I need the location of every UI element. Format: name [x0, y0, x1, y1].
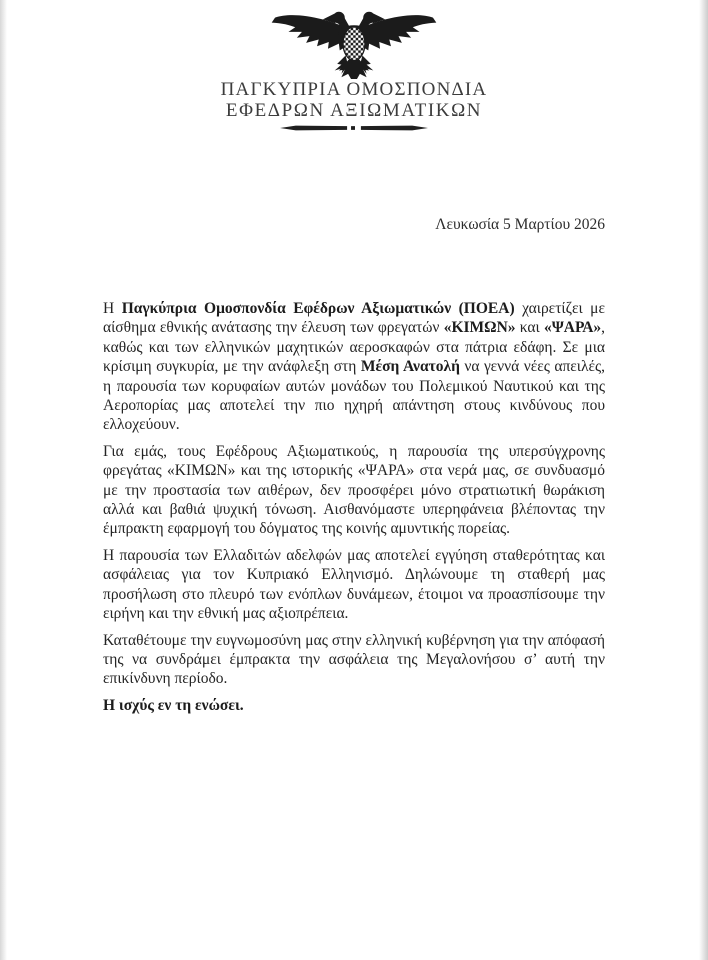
body-paragraph: Για εμάς, τους Εφέδρους Αξιωματικούς, η παρουσία της υπερσύγχρονης φρεγάτας «ΚΙΜΩΝ» και της ιστορικής «ΨΑΡΑ» στα νερά μας, σε συνδυασμό με την προστασία των αιθέρων, δεν προσφέρει μόνο στρατιωτική θωράκιση αλλά και βαθιά ψυχική τόνωση. Αισθανόμαστε υπερηφάνεια βλέποντας την έμπρακτη εφαρμογή του δόγματος της κοινής αμυντικής πορείας. [103, 442, 605, 538]
org-name-line1: ΠΑΓΚΥΠΡΙΑ ΟΜΟΣΠΟΝΔΙΑ [220, 79, 488, 100]
tapered-rule-with-center-dot-icon [0, 123, 708, 133]
body-paragraph: Η παρουσία των Ελλαδιτών αδελφών μας αποτελεί εγγύηση σταθερότητας και ασφάλειας για τον Κυπριακό Ελληνισμό. Δηλώνουμε τη σταθερή μας προσήλωση στο πλευρό των ενόπλων δυνάμεων, έτοιμοι να προασπίσουμε την ειρήνη και την εθνική μας αξιοπρέπεια. [103, 546, 605, 623]
body-paragraph: Καταθέτουμε την ευγνωμοσύνη μας στην ελληνική κυβέρνηση για την απόφασή της να συνδράμει έμπρακτα την ασφάλεια της Μεγαλονήσου σ’ αυτή την επικίνδυνη περίοδο. [103, 631, 605, 688]
letter-body [103, 299, 605, 715]
double-headed-eagle-icon [0, 5, 708, 79]
dateline: Λευκωσία 5 Μαρτίου 2026 [435, 216, 605, 233]
letterhead [0, 0, 708, 133]
body-paragraph: Η ισχύς εν τη ενώσει. [103, 696, 244, 714]
org-name-line2: ΕΦΕΔΡΩΝ ΑΞΙΩΜΑΤΙΚΩΝ [225, 100, 483, 121]
letter-content [0, 216, 708, 715]
body-paragraph: Η Παγκύπρια Ομοσπονδία Εφέδρων Αξιωματικών (ΠΟΕΑ) χαιρετίζει με αίσθημα εθνικής ανάτασης την έλευση των φρεγατών «ΚΙΜΩΝ» και «ΨΑΡΑ», καθώς και των ελληνικών μαχητικών αεροσκαφών στα πάτρια εδάφη. Σε μια κρίσιμη συγκυρία, με την ανάφλεξη στη Μέση Ανατολή να γεννά νέες απειλές, η παρουσία των κορυφαίων αυτών μονάδων του Πολεμικού Ναυτικού και της Αεροπορίας μας αποτελεί την πιο ηχηρή απάντηση στους κινδύνους που ελλοχεύουν. [103, 300, 606, 434]
